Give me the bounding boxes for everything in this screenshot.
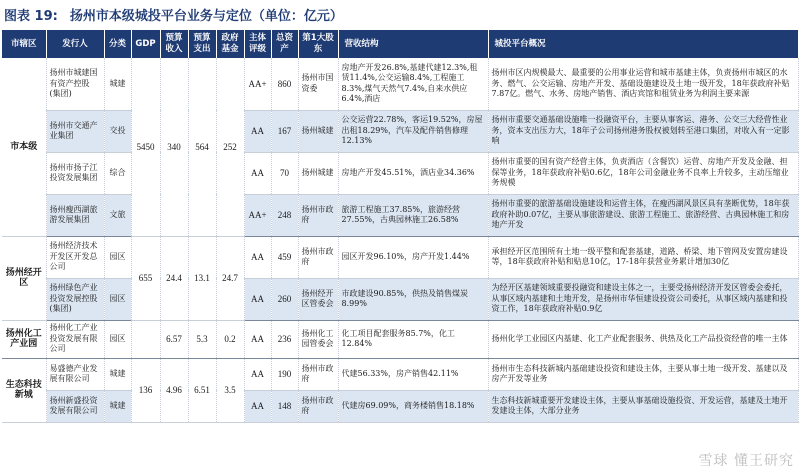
revenue-cell: 公交运营22.78%，客运19.52%，房屋出租18.29%，汽车及配件销售修理12.13%	[338, 110, 488, 152]
holder-cell: 扬州市国资委	[298, 58, 338, 110]
gdp-cell: 136	[131, 358, 160, 422]
header-gdp: GDP	[131, 30, 160, 58]
budget-revenue-cell: 340	[160, 58, 188, 236]
figure-title: 扬州市本级城投平台业务与定位（单位：亿元）	[69, 8, 343, 24]
region-cell: 扬州化工产业园	[2, 320, 46, 358]
rating-cell: AA	[244, 278, 271, 320]
region-cell: 市本级	[2, 58, 46, 236]
issuer-cell: 扬州市城建国有资产控股(集团)	[46, 58, 104, 110]
region-cell: 扬州经开区	[2, 236, 46, 320]
region-cell: 生态科技新城	[2, 358, 46, 422]
assets-cell: 260	[271, 278, 298, 320]
rating-cell: AA+	[244, 58, 271, 110]
figure-label: 图表 19:	[4, 8, 58, 24]
overview-cell: 承担经开区范围所有土地一级平整和配套基建，道路、桥梁、地下管网及安置房建设等，18年获政府补贴和贴息10亿，17-18年获营业务累计增加30亿	[488, 236, 798, 278]
title-bar	[0, 0, 800, 28]
table-row	[2, 110, 798, 152]
overview-cell: 为经开区基建领域重要投融资和建设主体之一，主要受扬州经济开发区管委会委托，从事区域内基建和土地开发，是扬州市华恒建设投资公司委托，从事区域内基建和投资工作，18年获政府补贴0.9亿	[488, 278, 798, 320]
assets-cell: 459	[271, 236, 298, 278]
holder-cell: 扬州城建	[298, 110, 338, 152]
header-total-assets: 总资产	[271, 30, 298, 58]
assets-cell: 236	[271, 320, 298, 358]
budget-revenue-cell: 24.4	[160, 236, 188, 320]
assets-cell: 860	[271, 58, 298, 110]
header-type: 分类	[104, 30, 131, 58]
gov-fund-cell: 252	[216, 58, 244, 236]
gov-fund-cell: 3.5	[216, 358, 244, 422]
overview-cell: 扬州市区内规模最大、最重要的公用事业运营和城市基建主体，负责扬州市城区的水务、燃气、公交运输、房地产开发、基础设施建设及土地一级开发，18年获政府补贴7.87亿。燃气、水务、房地产销售、酒店宾馆和租赁业务为利润主要来源	[488, 58, 798, 110]
assets-cell: 70	[271, 152, 298, 194]
issuer-cell: 扬州化工产业投资发展有限公司	[46, 320, 104, 358]
issuer-cell: 扬州市交通产业集团	[46, 110, 104, 152]
header-issuer: 发行人	[46, 30, 104, 58]
holder-cell: 扬州经开区管委会	[298, 278, 338, 320]
header-overview: 城投平台概况	[488, 30, 798, 58]
table-row	[2, 152, 798, 194]
revenue-cell: 旅游工程施工37.85%，旅游经营27.55%，古典园林施工26.58%	[338, 194, 488, 236]
issuer-cell: 扬州经济技术开发区开发总公司	[46, 236, 104, 278]
table-row	[2, 278, 798, 320]
header-gov-fund: 政府基金	[216, 30, 244, 58]
revenue-cell: 园区开发96.10%，房产开发1.44%	[338, 236, 488, 278]
overview-cell: 生态科技新城重要开发建设主体，主要从事基础设施投资、开发运营，基建及土地开发建设主体，大部分业务	[488, 390, 798, 422]
watermark: 雪球 懂王研究	[698, 453, 794, 469]
type-cell: 城建	[104, 58, 131, 110]
revenue-cell: 化工项目配套服务85.7%，化工12.84%	[338, 320, 488, 358]
header-row	[2, 30, 798, 58]
revenue-cell: 代建房69.09%，商务楼销售18.18%	[338, 390, 488, 422]
table-row	[2, 320, 798, 358]
overview-cell: 扬州市生态科技新城内基础建设投资和建设主体，主要从事土地一级开发、基建以及房产开发等业务	[488, 358, 798, 390]
budget-expense-cell: 5.3	[188, 320, 216, 358]
revenue-cell: 房地产开发45.51%，酒店业34.36%	[338, 152, 488, 194]
issuer-cell: 易盛德产业发展有限公司	[46, 358, 104, 390]
assets-cell: 248	[271, 194, 298, 236]
rating-cell: AA	[244, 390, 271, 422]
type-cell: 园区	[104, 278, 131, 320]
revenue-cell: 代建56.33%，房产销售42.11%	[338, 358, 488, 390]
holder-cell: 扬州化工园管委会	[298, 320, 338, 358]
rating-cell: AA	[244, 358, 271, 390]
table-row	[2, 358, 798, 390]
budget-revenue-cell: 6.57	[160, 320, 188, 358]
type-cell: 交投	[104, 110, 131, 152]
revenue-cell: 房地产开发26.8%,基建代建12.3%,租赁11.4%,公交运输8.4%,工程施工8.3%,煤气天然气7.4%,自来水供应6.4%,酒店	[338, 58, 488, 110]
type-cell: 城建	[104, 390, 131, 422]
header-revenue-structure: 营收结构	[338, 30, 488, 58]
gdp-cell: 5450	[131, 58, 160, 236]
revenue-cell: 市政建设90.85%，供热及销售煤炭8.99%	[338, 278, 488, 320]
budget-expense-cell: 6.51	[188, 358, 216, 422]
overview-cell: 扬州市重要的国有资产经营主体，负责酒店（含餐饮）运营、房地产开发及金融、担保等业务，18年获政府补贴0.6亿，18年公司金融业务不良率上升较多，主动压缩业务规模	[488, 152, 798, 194]
table-row	[2, 194, 798, 236]
rating-cell: AA	[244, 110, 271, 152]
table-row	[2, 390, 798, 422]
issuer-cell: 扬州新盛投资发展有限公司	[46, 390, 104, 422]
type-cell: 文旅	[104, 194, 131, 236]
holder-cell: 扬州城建	[298, 152, 338, 194]
budget-revenue-cell: 4.96	[160, 358, 188, 422]
type-cell: 园区	[104, 236, 131, 278]
header-rating: 主体评级	[244, 30, 271, 58]
type-cell: 园区	[104, 320, 131, 358]
budget-expense-cell: 13.1	[188, 236, 216, 320]
holder-cell: 扬州市政府	[298, 236, 338, 278]
platform-table	[2, 30, 799, 423]
rating-cell: AA	[244, 320, 271, 358]
budget-expense-cell: 564	[188, 58, 216, 236]
gdp-cell	[131, 320, 160, 358]
type-cell: 城建	[104, 358, 131, 390]
rating-cell: AA	[244, 152, 271, 194]
holder-cell: 扬州市政府	[298, 390, 338, 422]
header-budget-revenue: 预算收入	[160, 30, 188, 58]
overview-cell: 扬州市重要交通基础设施唯一投融资平台，主要从事客运、港务、公交三大经营性业务，资本支出压力大，18年子公司扬州港务股权被划转至港口集团，对收入有一定影响	[488, 110, 798, 152]
assets-cell: 148	[271, 390, 298, 422]
rating-cell: AA+	[244, 194, 271, 236]
assets-cell: 190	[271, 358, 298, 390]
issuer-cell: 扬州瘦西湖旅游发展集团	[46, 194, 104, 236]
holder-cell: 扬州市政府	[298, 358, 338, 390]
assets-cell: 167	[271, 110, 298, 152]
issuer-cell: 扬州绿色产业投资发展控股(集团)	[46, 278, 104, 320]
overview-cell: 扬州市重要的旅游基础设施建设和运营主体，在瘦西湖风景区具有垄断优势，18年获政府补助0.07亿，主要从事旅游建设、旅游工程施工、旅游经营、古典园林施工和房地产开发	[488, 194, 798, 236]
gov-fund-cell: 0.2	[216, 320, 244, 358]
rating-cell: AA	[244, 236, 271, 278]
table-row	[2, 236, 798, 278]
header-region: 市辖区	[2, 30, 46, 58]
issuer-cell: 扬州市扬子江投资发展集团	[46, 152, 104, 194]
overview-cell: 扬州化学工业园区内基建、化工产业配套服务、供热及化工产品投资经营的唯一主体	[488, 320, 798, 358]
header-budget-expense: 预算支出	[188, 30, 216, 58]
type-cell: 综合	[104, 152, 131, 194]
table-row	[2, 58, 798, 110]
holder-cell: 扬州市政府	[298, 194, 338, 236]
header-top-holder: 第1大股东	[298, 30, 338, 58]
gov-fund-cell: 24.7	[216, 236, 244, 320]
gdp-cell: 655	[131, 236, 160, 320]
